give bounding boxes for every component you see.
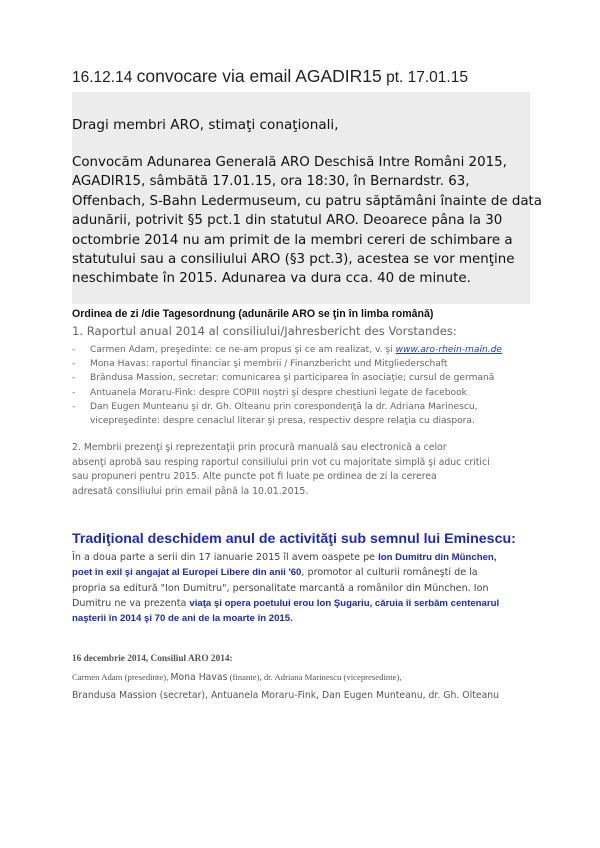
dash-marker: - bbox=[72, 359, 76, 370]
agenda-item-2-line: 2. Membrii prezenţi şi reprezentaţii prin procură manuală sau electronică a celor bbox=[72, 442, 447, 453]
bullet-continuation: vicepreşedinte: despre cenaclul literar şi presa, respectiv despre relaţia cu diaspora. bbox=[90, 416, 475, 427]
intro-paragraph bbox=[72, 153, 542, 289]
text-span: , promotor al culturii româneşti de la bbox=[301, 567, 478, 579]
list-item bbox=[72, 357, 542, 371]
intro-line: Offenbach, S-Bahn Ledermuseum, cu patru săptămâni înainte de data bbox=[72, 193, 542, 209]
dash-marker: - bbox=[72, 373, 76, 384]
intro-line: AGADIR15, sâmbătă 17.01.15, ora 18:30, în Bernardstr. 63, bbox=[72, 174, 470, 190]
list-item bbox=[72, 400, 542, 414]
header-pt-date: pt. 17.01.15 bbox=[386, 69, 468, 86]
bullet-text: Carmen Adam, preşedinte: ce ne-am propus şi ce am realizat, v. şi bbox=[90, 345, 396, 355]
traditional-title: Tradiţional deschidem anul de activităţi sub semnul lui Eminescu: bbox=[72, 531, 516, 547]
traditional-paragraph bbox=[72, 550, 542, 626]
header-date: 16.12.14 bbox=[72, 69, 133, 86]
highlight-text: poet în exil şi angajat al Europei Libere din anii '60 bbox=[72, 567, 302, 579]
traditional-line bbox=[72, 565, 542, 580]
dash-marker: - bbox=[72, 387, 76, 398]
council-line: Brandusa Massion (secretar), Antuanela Moraru-Fink, Dan Eugen Munteanu, dr. Gh. Olteanu bbox=[72, 689, 500, 701]
agenda-title: Ordinea de zi /die Tagesordnung (adunările ARO se ţin în limba română) bbox=[72, 308, 434, 320]
footer-council bbox=[72, 669, 542, 704]
agenda-item-2-line: adresată consiliului prin email până la 10.01.2015. bbox=[72, 485, 309, 497]
agenda-item-2-line: sau propuneri pentru 2015. Alte puncte pot fi luate pe ordinea de zi la cererea bbox=[72, 471, 437, 482]
text-span: (finante), dr. Adriana Marinescu (vicepresedinte), bbox=[227, 672, 402, 682]
bullet-text: Antuanela Moraru-Fink: despre COPIII noştri şi despre chestiuni legate de facebook bbox=[90, 387, 467, 398]
website-link[interactable]: www.aro-rhein-main.de bbox=[395, 345, 503, 355]
greeting: Dragi membri ARO, stimaţi conaţionali, bbox=[72, 117, 339, 133]
traditional-line bbox=[72, 550, 542, 565]
traditional-line: naşterii în 2014 şi 70 de ani de la moarte în 2015. bbox=[72, 613, 293, 625]
intro-line: octombrie 2014 nu am primit de la membri cereri de schimbare a bbox=[72, 232, 513, 248]
intro-line: Convocăm Adunarea Generală ARO Deschisă Intre Români 2015, bbox=[72, 155, 507, 170]
traditional-line bbox=[72, 596, 542, 611]
bullet-text: Mona Havas: raportul financiar şi membrii / Finanzbericht und Mitgliederschaft bbox=[90, 359, 448, 370]
intro-line: adunării, potrivit §5 pct.1 din statutul ARO. Deoarece pâna la 30 bbox=[72, 213, 503, 229]
list-item bbox=[72, 371, 542, 385]
dash-marker: - bbox=[72, 401, 76, 412]
agenda-item-2-line: absenţi aprobă sau resping raportul consiliului prin vot cu majoritate simplă şi aduc critici bbox=[72, 456, 490, 468]
highlight-text: viaţa şi opera poetului erou Ion Şugariu, căruia îi serbăm centenarul bbox=[189, 597, 500, 609]
council-line bbox=[72, 669, 542, 687]
agenda-item-2 bbox=[72, 441, 542, 499]
agenda-item-1: 1. Raportul anual 2014 al consiliului/Jahresbericht des Vorstandes: bbox=[72, 324, 457, 338]
bullet-text: Dan Eugen Munteanu şi dr. Gh. Olteanu prin corespondenţă la dr. Adriana Marinescu, bbox=[90, 401, 478, 412]
dash-marker: - bbox=[72, 345, 76, 355]
text-span: Carmen Adam (presedinte), bbox=[72, 672, 171, 682]
traditional-line: propria sa editură "Ion Dumitru", personalitate marcantă a românilor din München. Ion bbox=[72, 582, 489, 594]
text-span: Mona Havas bbox=[170, 672, 228, 683]
bullet-text: Brândusa Massion, secretar: comunicarea şi participarea în asociaţie; cursul de germană bbox=[90, 373, 495, 384]
text-span: În a doua parte a serii din 17 ianuarie 2015 îl avem oaspete pe bbox=[72, 552, 379, 563]
header-subject: convocare via email AGADIR15 bbox=[136, 66, 382, 86]
list-item bbox=[72, 386, 542, 400]
list-item bbox=[72, 343, 542, 357]
intro-line: neschimbate în 2015. Adunarea va dura cca. 40 de minute. bbox=[72, 271, 471, 287]
agenda-bullets bbox=[72, 343, 542, 428]
text-span: Dumitru ne va prezenta bbox=[72, 597, 190, 609]
highlight-text: Ion Dumitru din München, bbox=[378, 552, 497, 563]
email-header bbox=[72, 66, 542, 87]
footer-date: 16 decembrie 2014, Consiliul ARO 2014: bbox=[72, 654, 233, 664]
intro-line: statutului sau a consiliului ARO (§3 pct.3), acestea se vor menţine bbox=[72, 252, 515, 268]
